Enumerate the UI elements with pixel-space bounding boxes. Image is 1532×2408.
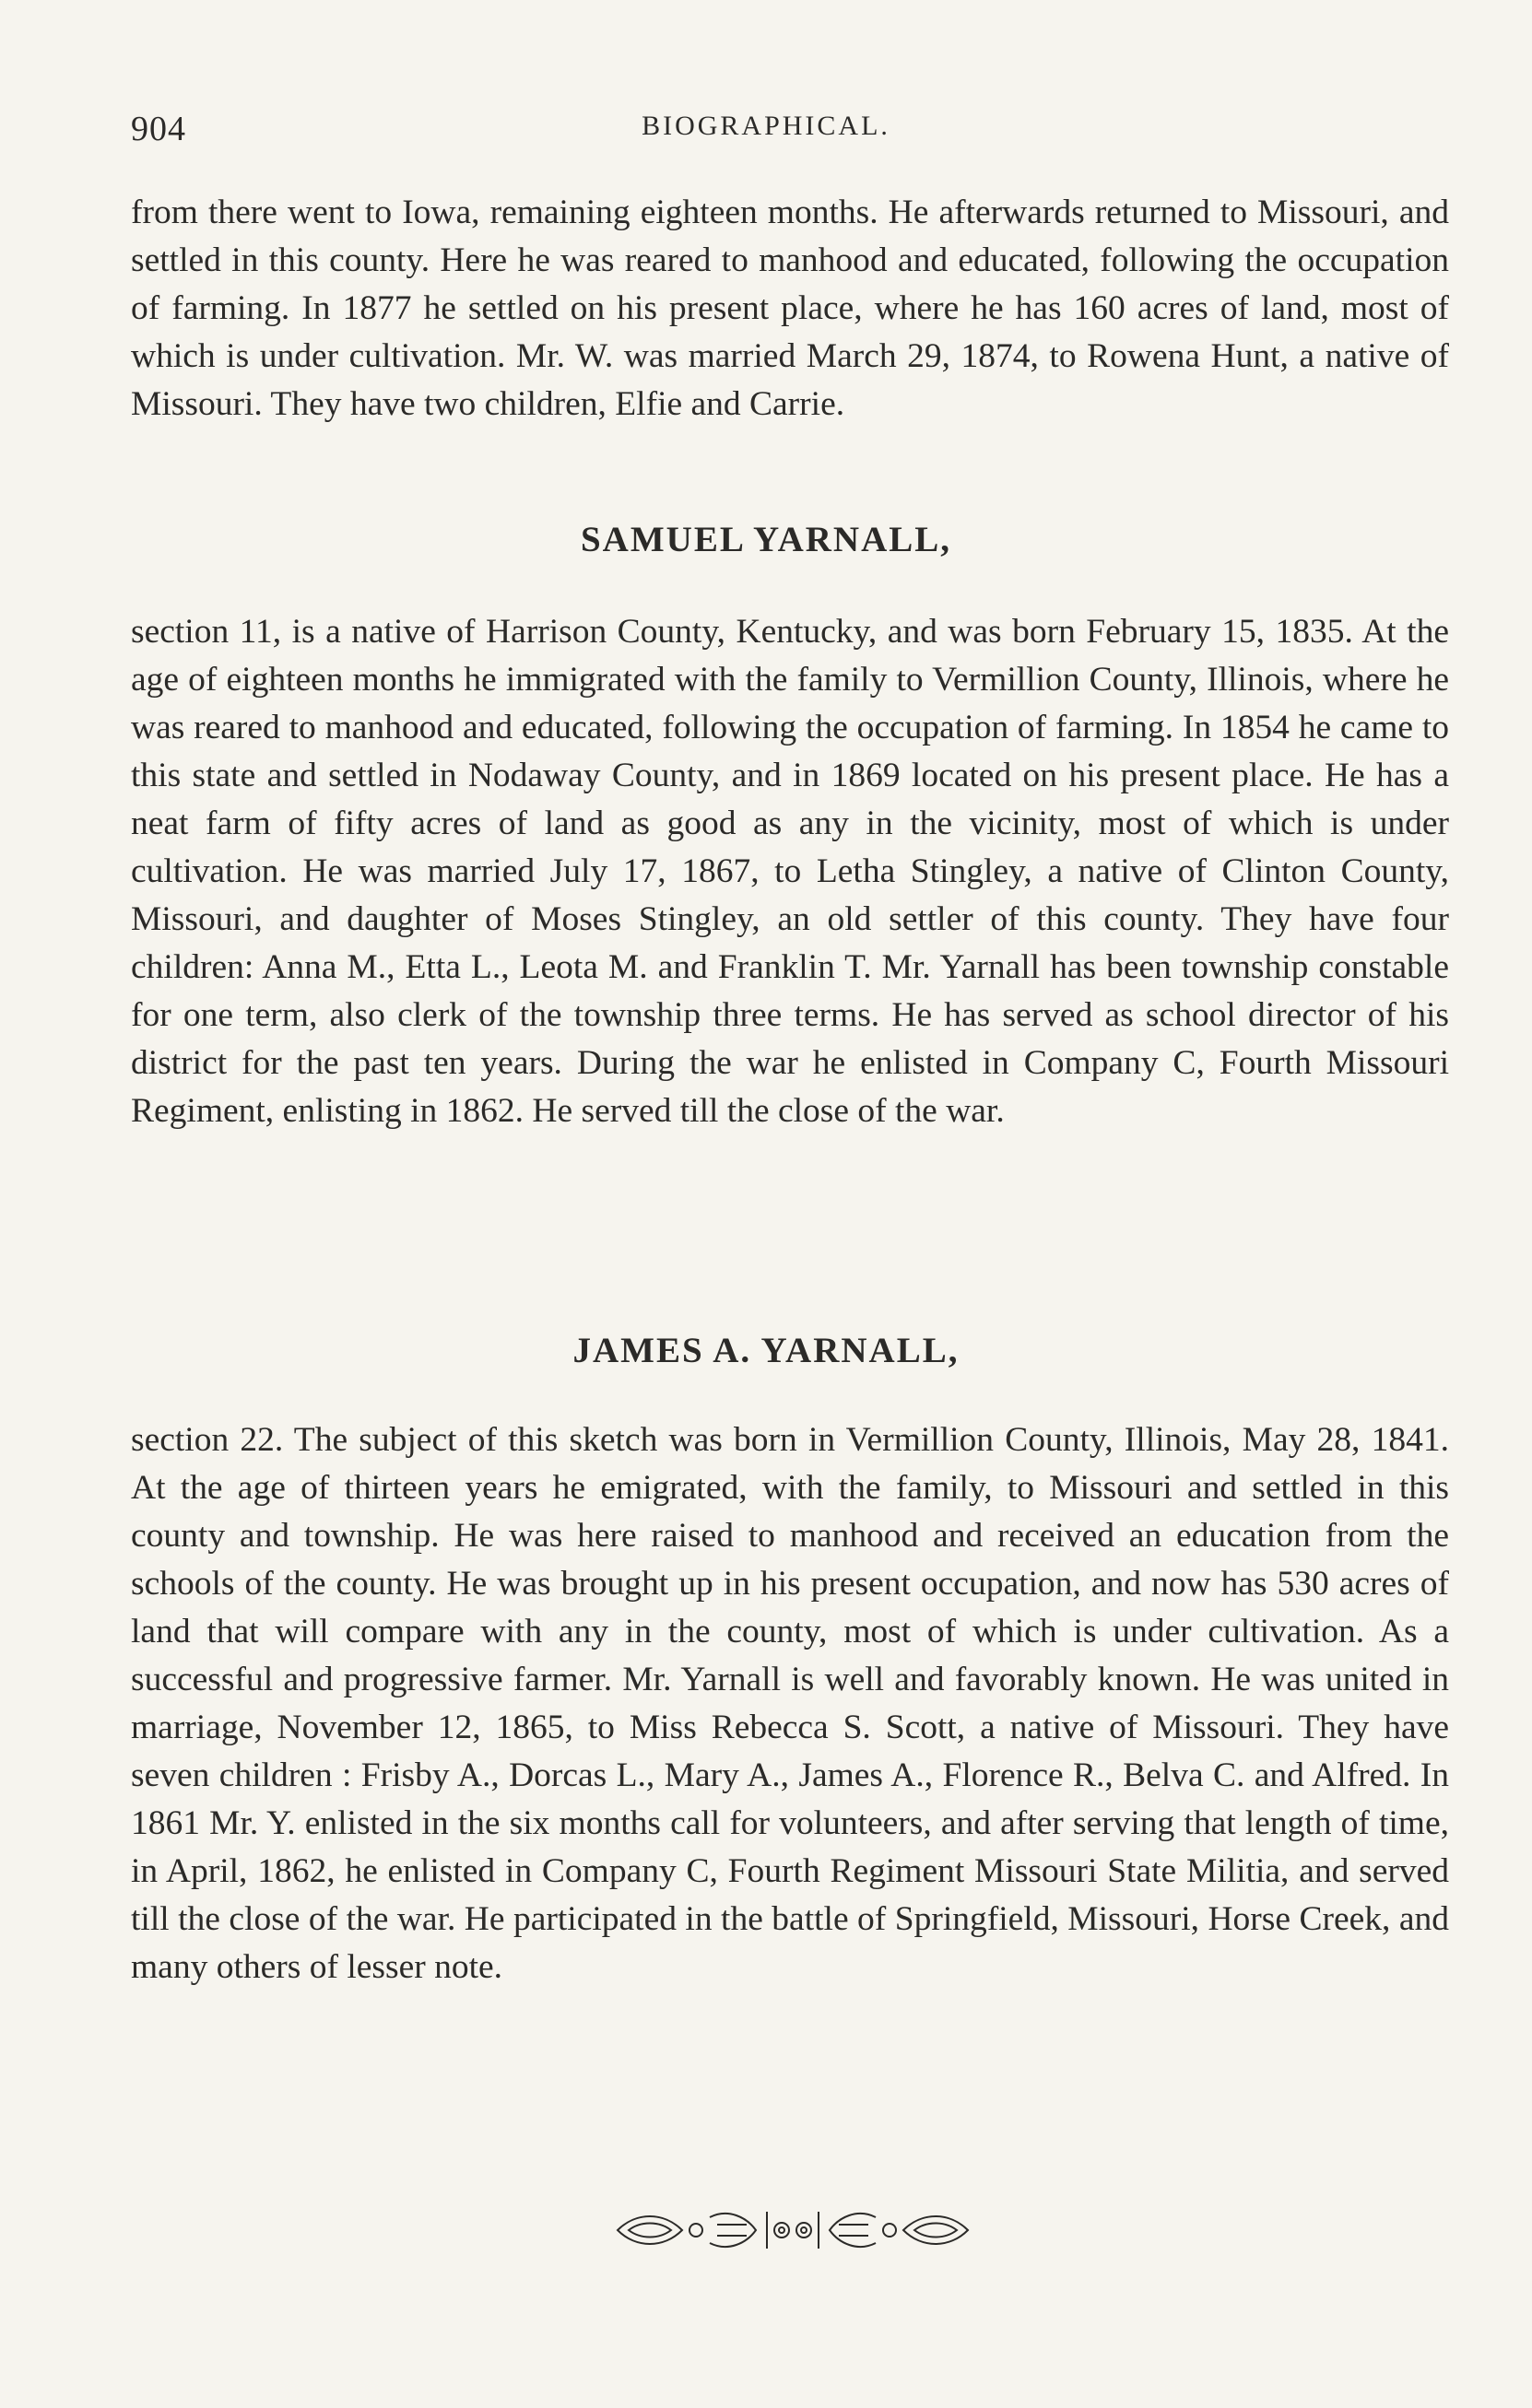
decorative-scroll-ornament-icon [608, 2204, 977, 2256]
running-head: BIOGRAPHICAL. [642, 111, 890, 141]
paragraph-continuation: from there went to Iowa, remaining eighteen months. He afterwards returned to Missouri, and settled in this county. Here he was reared to manhood and educated, following the occupation of farming. In 1877 he settled on his present place, where he has 160 acres of land, most of which is under cultivation. Mr. W. was married March 29, 1874, to Rowena Hunt, a native of Missouri. They have two children, Elfie and Carrie. [131, 194, 1449, 423]
heading-samuel-yarnall: SAMUEL YARNALL, [580, 520, 952, 559]
heading-james-a-yarnall: JAMES A. YARNALL, [572, 1331, 960, 1370]
paragraph-samuel-yarnall: section 11, is a native of Harrison County, Kentucky, and was born February 15, 1835. At the age of eighteen months he immigrated with the family to Vermillion County, Illinois, where he was reared to manhood and educated, following the occupation of farming. In 1854 he came to this state and settled in Nodaway County, and in 1869 located on his present place. He has a neat farm of fifty acres of land as good as any in the vicinity, most of which is under cultivation. He was married July 17, 1867, to Letha Stingley, a native of Clinton County, Missouri, and daughter of Moses Stingley, an old settler of this county. They have four children: Anna M., Etta L., Leota M. and Franklin T. Mr. Yarnall has been township constable for one term, also clerk of the township three terms. He has served as school director of his district for the past ten years. During the war he enlisted in Company C, Fourth Missouri Regiment, enlisting in 1862. He served till the close of the war. [131, 613, 1449, 1130]
paragraph-james-a-yarnall: section 22. The subject of this sketch was born in Vermillion County, Illinois, May 28, 1841. At the age of thirteen years he emigrated, with the family, to Missouri and settled in this county and township. He was here raised to manhood and received an education from the schools of the county. He was brought up in his present occupation, and now has 530 acres of land that will compare with any in the county, most of which is under cultivation. As a successful and progressive farmer. Mr. Yarnall is well and favorably known. He was united in marriage, November 12, 1865, to Miss Rebecca S. Scott, a native of Missouri. They have seven children : Frisby A., Dorcas L., Mary A., James A., Florence R., Belva C. and Alfred. In 1861 Mr. Y. enlisted in the six months call for volunteers, and after serving that length of time, in April, 1862, he enlisted in Company C, Fourth Regiment Missouri State Militia, and served till the close of the war. He participated in the battle of Springfield, Missouri, Horse Creek, and many others of lesser note. [131, 1421, 1449, 1986]
page-number: 904 [131, 110, 186, 148]
